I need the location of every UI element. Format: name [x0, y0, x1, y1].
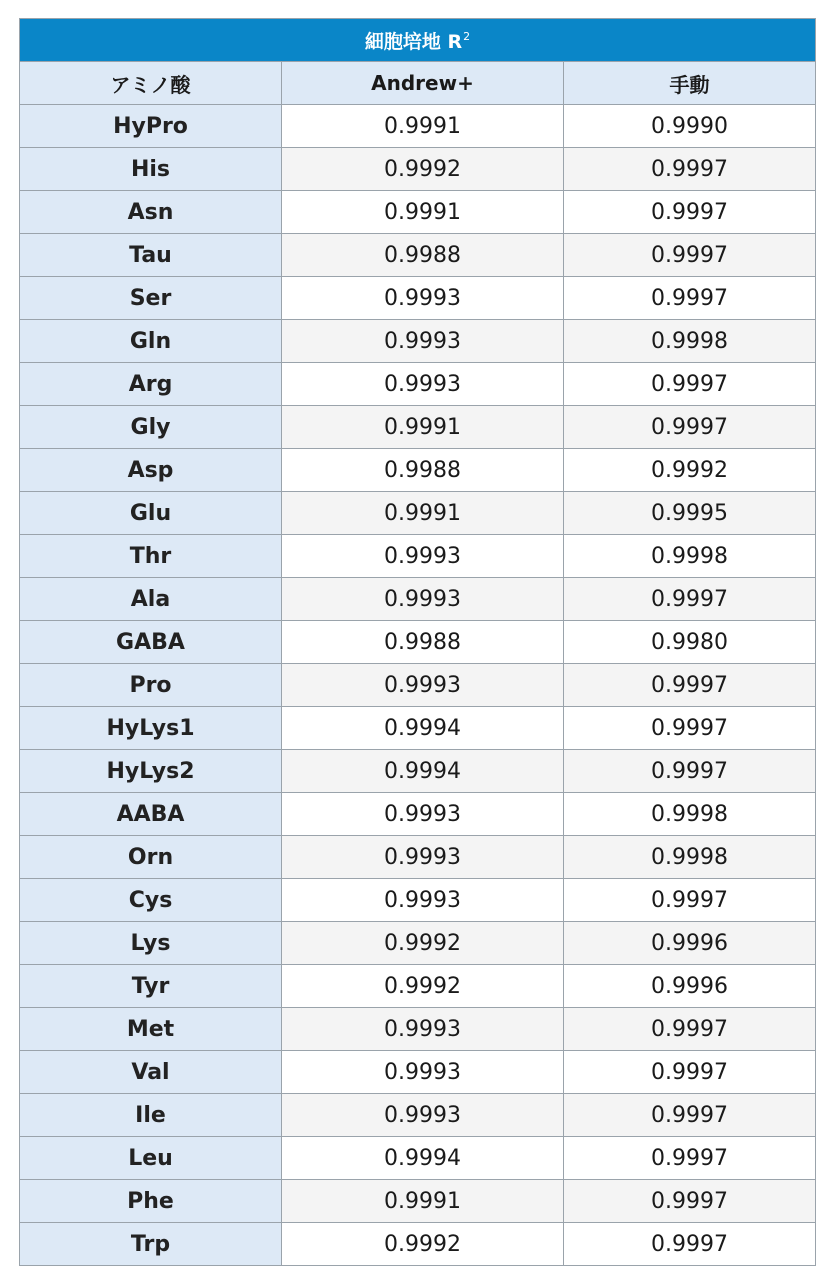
andrew-plus-value-cell: 0.9992 — [282, 965, 564, 1008]
manual-value-cell: 0.9992 — [564, 449, 816, 492]
amino-acid-cell: Phe — [20, 1180, 282, 1223]
manual-value-cell: 0.9997 — [564, 1051, 816, 1094]
manual-value-cell: 0.9997 — [564, 750, 816, 793]
table-row — [20, 664, 816, 707]
manual-value-cell: 0.9997 — [564, 363, 816, 406]
amino-acid-cell: Tau — [20, 234, 282, 277]
andrew-plus-value-cell: 0.9993 — [282, 836, 564, 879]
table-row — [20, 1008, 816, 1051]
amino-acid-cell: HyPro — [20, 105, 282, 148]
amino-acid-cell: Ile — [20, 1094, 282, 1137]
andrew-plus-value-cell: 0.9993 — [282, 578, 564, 621]
amino-acid-cell: Met — [20, 1008, 282, 1051]
amino-acid-cell: Asp — [20, 449, 282, 492]
table-row — [20, 750, 816, 793]
table-row — [20, 148, 816, 191]
manual-value-cell: 0.9997 — [564, 406, 816, 449]
andrew-plus-value-cell: 0.9992 — [282, 148, 564, 191]
amino-acid-r2-table — [19, 18, 816, 1266]
column-header-amino-acid: アミノ酸 — [20, 62, 282, 105]
header-row — [20, 62, 816, 105]
manual-value-cell: 0.9995 — [564, 492, 816, 535]
table-row — [20, 320, 816, 363]
amino-acid-cell: Ala — [20, 578, 282, 621]
manual-value-cell: 0.9997 — [564, 1180, 816, 1223]
andrew-plus-value-cell: 0.9991 — [282, 492, 564, 535]
andrew-plus-value-cell: 0.9993 — [282, 664, 564, 707]
andrew-plus-value-cell: 0.9988 — [282, 449, 564, 492]
manual-value-cell: 0.9997 — [564, 664, 816, 707]
andrew-plus-value-cell: 0.9993 — [282, 535, 564, 578]
manual-value-cell: 0.9997 — [564, 148, 816, 191]
table-row — [20, 234, 816, 277]
table-row — [20, 922, 816, 965]
amino-acid-cell: Leu — [20, 1137, 282, 1180]
table-title-text: 細胞培地 R — [364, 30, 463, 53]
andrew-plus-value-cell: 0.9992 — [282, 922, 564, 965]
amino-acid-cell: Glu — [20, 492, 282, 535]
table-row — [20, 449, 816, 492]
table-title-superscript: 2 — [463, 30, 471, 44]
amino-acid-cell: AABA — [20, 793, 282, 836]
table-row — [20, 578, 816, 621]
amino-acid-cell: Ser — [20, 277, 282, 320]
amino-acid-cell: Thr — [20, 535, 282, 578]
amino-acid-cell: Lys — [20, 922, 282, 965]
table-row — [20, 965, 816, 1008]
andrew-plus-value-cell: 0.9993 — [282, 793, 564, 836]
table-container — [19, 18, 815, 1266]
amino-acid-cell: Orn — [20, 836, 282, 879]
table-row — [20, 406, 816, 449]
manual-value-cell: 0.9997 — [564, 1008, 816, 1051]
amino-acid-cell: Cys — [20, 879, 282, 922]
andrew-plus-value-cell: 0.9993 — [282, 1051, 564, 1094]
andrew-plus-value-cell: 0.9993 — [282, 363, 564, 406]
table-title — [20, 19, 816, 62]
andrew-plus-value-cell: 0.9991 — [282, 1180, 564, 1223]
table-body — [20, 105, 816, 1266]
column-header-manual: 手動 — [564, 62, 816, 105]
table-row — [20, 191, 816, 234]
table-row — [20, 1223, 816, 1266]
amino-acid-cell: Tyr — [20, 965, 282, 1008]
manual-value-cell: 0.9997 — [564, 1223, 816, 1266]
table-row — [20, 1094, 816, 1137]
table-row — [20, 1051, 816, 1094]
manual-value-cell: 0.9996 — [564, 922, 816, 965]
manual-value-cell: 0.9998 — [564, 535, 816, 578]
amino-acid-cell: Gln — [20, 320, 282, 363]
manual-value-cell: 0.9997 — [564, 578, 816, 621]
table-row — [20, 535, 816, 578]
title-row — [20, 19, 816, 62]
manual-value-cell: 0.9997 — [564, 707, 816, 750]
table-row — [20, 621, 816, 664]
table-row — [20, 793, 816, 836]
amino-acid-cell: Gly — [20, 406, 282, 449]
amino-acid-cell: GABA — [20, 621, 282, 664]
andrew-plus-value-cell: 0.9993 — [282, 879, 564, 922]
andrew-plus-value-cell: 0.9993 — [282, 1094, 564, 1137]
amino-acid-cell: Pro — [20, 664, 282, 707]
manual-value-cell: 0.9980 — [564, 621, 816, 664]
table-row — [20, 836, 816, 879]
amino-acid-cell: HyLys2 — [20, 750, 282, 793]
andrew-plus-value-cell: 0.9993 — [282, 277, 564, 320]
amino-acid-cell: His — [20, 148, 282, 191]
table-row — [20, 277, 816, 320]
andrew-plus-value-cell: 0.9994 — [282, 707, 564, 750]
amino-acid-cell: Trp — [20, 1223, 282, 1266]
manual-value-cell: 0.9997 — [564, 277, 816, 320]
table-row — [20, 879, 816, 922]
manual-value-cell: 0.9990 — [564, 105, 816, 148]
amino-acid-cell: Arg — [20, 363, 282, 406]
amino-acid-cell: Val — [20, 1051, 282, 1094]
manual-value-cell: 0.9997 — [564, 879, 816, 922]
column-header-andrew-plus: Andrew+ — [282, 62, 564, 105]
manual-value-cell: 0.9997 — [564, 1137, 816, 1180]
manual-value-cell: 0.9998 — [564, 320, 816, 363]
amino-acid-cell: Asn — [20, 191, 282, 234]
manual-value-cell: 0.9997 — [564, 234, 816, 277]
table-row — [20, 1137, 816, 1180]
table-row — [20, 707, 816, 750]
manual-value-cell: 0.9997 — [564, 191, 816, 234]
manual-value-cell: 0.9998 — [564, 793, 816, 836]
table-row — [20, 105, 816, 148]
andrew-plus-value-cell: 0.9991 — [282, 406, 564, 449]
table-row — [20, 1180, 816, 1223]
manual-value-cell: 0.9997 — [564, 1094, 816, 1137]
andrew-plus-value-cell: 0.9994 — [282, 1137, 564, 1180]
andrew-plus-value-cell: 0.9991 — [282, 105, 564, 148]
andrew-plus-value-cell: 0.9988 — [282, 621, 564, 664]
andrew-plus-value-cell: 0.9992 — [282, 1223, 564, 1266]
andrew-plus-value-cell: 0.9993 — [282, 1008, 564, 1051]
andrew-plus-value-cell: 0.9993 — [282, 320, 564, 363]
amino-acid-cell: HyLys1 — [20, 707, 282, 750]
manual-value-cell: 0.9998 — [564, 836, 816, 879]
andrew-plus-value-cell: 0.9991 — [282, 191, 564, 234]
table-row — [20, 492, 816, 535]
manual-value-cell: 0.9996 — [564, 965, 816, 1008]
table-row — [20, 363, 816, 406]
andrew-plus-value-cell: 0.9994 — [282, 750, 564, 793]
andrew-plus-value-cell: 0.9988 — [282, 234, 564, 277]
